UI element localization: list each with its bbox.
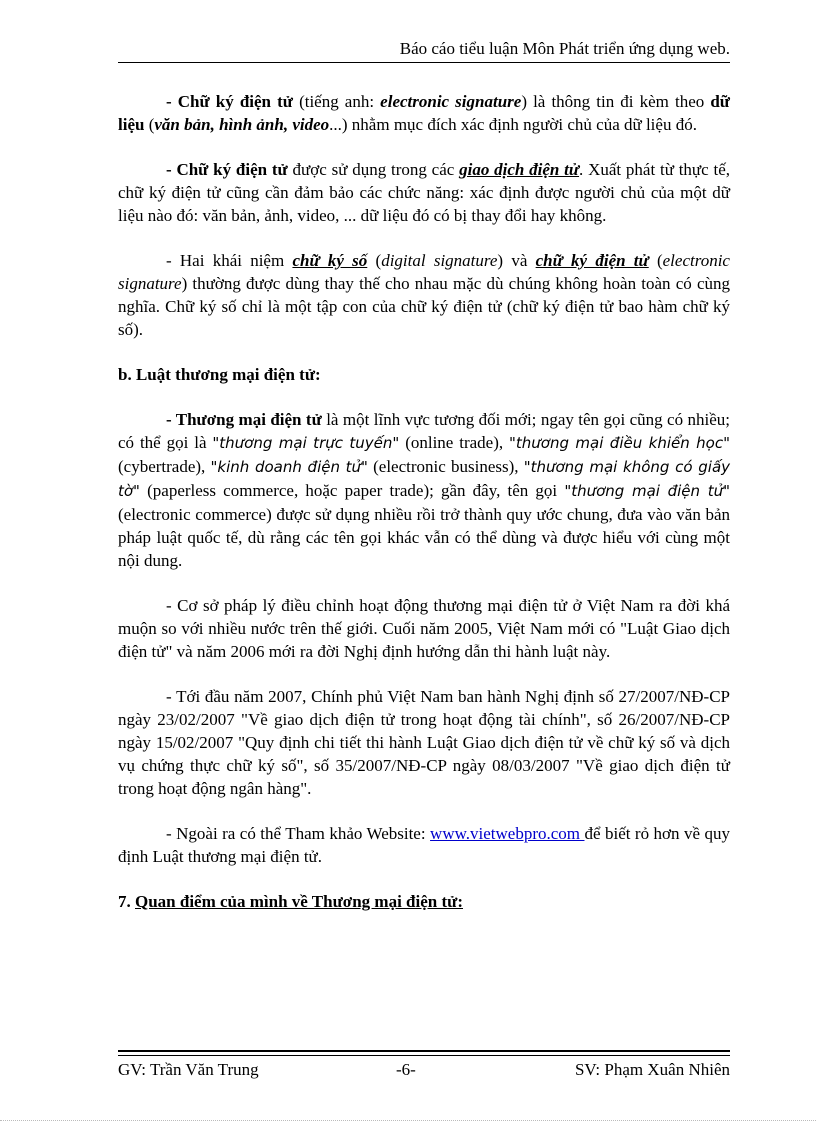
text-run: ...) nhằm mục đích xác định người chủ của dữ liệu đó. [329, 115, 697, 134]
section-number: 7. [118, 892, 135, 911]
footer-rule [118, 1050, 730, 1052]
text-run: ( [648, 251, 663, 270]
term-underlined: chữ ký điện tử [535, 251, 649, 270]
term-underlined: giao dịch điện tử [459, 160, 580, 179]
text-run: ) là thông tin đi kèm theo [521, 92, 711, 111]
text-run: (cybertrade), [118, 457, 211, 476]
term-bold: dữ liệu [118, 92, 730, 134]
term-bold: - Thương mại điện tử [166, 410, 322, 429]
text-run: ) thường được dùng thay thế cho nhau mặc dù chúng không hoàn toàn có cùng nghĩa. Chữ ký số chỉ là một tập con của chữ ký điện tử (chữ ký điện tử bao hàm chữ ký số). [118, 274, 730, 339]
website-link[interactable]: www.vietwebpro.com [430, 824, 585, 843]
term-quoted: "thương mại điều khiển học" [509, 434, 730, 452]
paragraph-reference-website [118, 822, 730, 868]
term-quoted: "kinh doanh điện tử" [210, 458, 368, 476]
text-run: . Xuất phát từ thực tế, chữ ký điện tử cũng cần đảm bảo các chức năng: xác định được người chủ của một dữ liệu nào đó: văn bản, ảnh, video, ... dữ liệu đó có bị thay đổi hay không. [118, 160, 730, 225]
paragraph-ecommerce-names [118, 408, 730, 572]
section-heading-b: b. Luật thương mại điện tử: [118, 365, 321, 384]
text-run: (online trade), [399, 433, 510, 452]
footer-teacher: GV: Trần Văn Trung [118, 1060, 259, 1079]
text-run: - Ngoài ra có thể Tham khảo Website: [166, 824, 431, 843]
text-run: là một lĩnh vực tương đối mới; ngay tên gọi cũng có nhiều; có thể gọi là [118, 410, 730, 452]
term-bold: - Chữ ký điện tử [166, 92, 293, 111]
text-run: (paperless commerce, hoặc paper trade); gần đây, tên gọi [139, 481, 565, 500]
term-examples: văn bản, hình ảnh, video [154, 115, 330, 134]
text-run: (tiếng anh: [292, 92, 381, 111]
text-run: ( [367, 251, 382, 270]
paragraph-electronic-signature-definition [118, 90, 730, 136]
text-run: để biết rỏ hơn về quy định Luật thương mại điện tử. [118, 824, 731, 866]
text-run: (electronic business), [367, 457, 524, 476]
text-run: được sử dụng trong các [287, 160, 460, 179]
paragraph-legal-basis: - Cơ sở pháp lý điều chỉnh hoạt động thương mại điện tử ở Việt Nam ra đời khá muộn so với nhiều nước trên thế giới. Cuối năm 2005, Việt Nam mới có "Luật Giao dịch điện tử" và năm 2006 mới ra đời Nghị định hướng dẫn thi hành luật này. [118, 596, 730, 661]
page-header [118, 36, 730, 63]
footer-page-number: -6- [396, 1060, 416, 1079]
paragraph-decrees-2007: - Tới đầu năm 2007, Chính phủ Việt Nam ban hành Nghị định số 27/2007/NĐ-CP ngày 23/02/2007 "Về giao dịch điện tử trong hoạt động tài chính", số 26/2007/NĐ-CP ngày 15/02/2007 "Quy định chi tiết thi hành Luật Giao dịch điện tử về chữ ký số và dịch vụ chứng thực chữ ký số", số 35/2007/NĐ-CP ngày 08/03/2007 "Về giao dịch điện tử trong hoạt động ngân hàng". [118, 687, 730, 798]
paragraph-electronic-signature-usage [118, 158, 730, 227]
term-bold: - Chữ ký điện tử [166, 160, 288, 179]
section-title: Quan điểm của mình về Thương mại điện tử: [135, 892, 463, 911]
term-english: electronic signature [380, 92, 522, 111]
text-run: - Hai khái niệm [166, 251, 293, 270]
section-heading-7 [118, 890, 730, 913]
term-english: electronic signature [118, 251, 730, 293]
term-english: digital signature [381, 251, 498, 270]
term-underlined: chữ ký số [292, 251, 368, 270]
text-run: ( [144, 115, 155, 134]
footer-student: SV: Phạm Xuân Nhiên [574, 1060, 730, 1079]
page-footer [118, 1058, 730, 1082]
term-quoted: "thương mại điện tử" [564, 482, 730, 500]
paragraph-two-concepts [118, 249, 730, 341]
header-title: Báo cáo tiểu luận Môn Phát triển ứng dụng web. [399, 39, 730, 58]
footer-rule [118, 1055, 730, 1056]
text-run: ) và [497, 251, 536, 270]
text-run: (electronic commerce) được sử dụng nhiều rồi trở thành quy ước chung, đưa vào văn bản pháp luật quốc tế, dù rằng các tên gọi khác vẫn có thể dùng và được hiểu với cùng một nội dung. [118, 505, 730, 570]
page-edge-divider [0, 1120, 816, 1121]
term-quoted: "thương mại không có giấy tờ" [118, 458, 731, 500]
page-body [118, 90, 730, 935]
term-quoted: "thương mại trực tuyến" [212, 434, 400, 452]
